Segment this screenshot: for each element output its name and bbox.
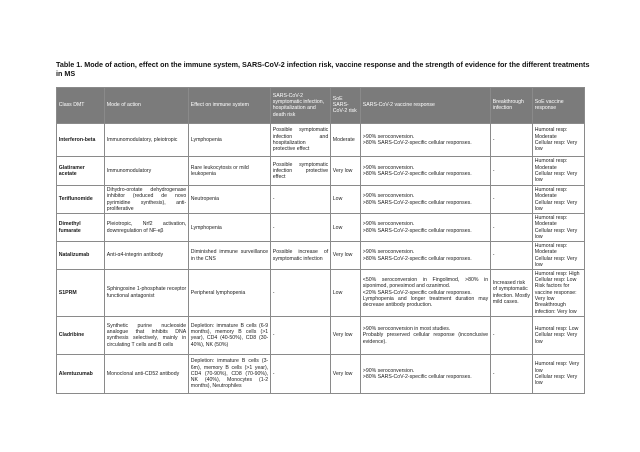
cell-effect: Diminished immune surveillance in the CNS: [189, 242, 271, 270]
cell-mode: Pleiotropic, Nrf2 activation, downregulation of NF-κβ: [105, 214, 189, 242]
cell-effect: Lymphopenia: [189, 214, 271, 242]
cell-effect: Depletion: immature B cells (6-9 months), memory B cells (>1 year), CD4 (40-50%), CD8 (30-40%), NK (50%): [189, 316, 271, 355]
cell-breakthrough: -: [491, 185, 533, 214]
vaccine-line: >90% seroconversion.: [362, 133, 415, 140]
vaccine-line: >90% seroconversion.: [362, 221, 415, 228]
cell-soe-risk: Moderate: [331, 123, 361, 157]
vaccine-line: >90% seroconversion in most studies.: [362, 325, 451, 332]
cell-mode: Monoclonal anti-CD52 antibody: [105, 355, 189, 394]
cell-risk: Possible increase of symptomatic infection: [271, 242, 331, 270]
vaccine-line: >90% seroconversion.: [362, 193, 415, 200]
soe-line: Breakthrough infection: Very low: [534, 302, 577, 315]
soe-line: Humoral resp: Moderate: [534, 242, 568, 256]
cell-mode: Sphingosine 1-phosphate receptor functional antagonist: [105, 269, 189, 316]
cell-soe-risk: Very low: [331, 242, 361, 270]
header-class-dmt: Class DMT: [57, 88, 105, 124]
cell-soe-vaccine: [533, 123, 585, 157]
vaccine-line: <50% seroconversion in Fingolimod, >80% in siponimod, ponesimod and ozanimod.: [362, 277, 489, 290]
cell-risk: -: [271, 355, 331, 394]
cell-effect: Neutropenia: [189, 185, 271, 214]
cell-class: Cladribine: [57, 316, 105, 355]
cell-risk: -: [271, 316, 331, 355]
table-row: [57, 214, 585, 242]
soe-line: Humoral resp: Moderate: [534, 158, 568, 171]
cell-mode: Synthetic purine nucleoside analogue that inhibits DNA synthesis selectively, mainly in circulating T cells and B cells: [105, 316, 189, 355]
cell-mode: Dihydro-orotate dehydrogenase inhibitor (reduced de novo pyrimidine synthesis), anti-proliferative: [105, 185, 189, 214]
soe-line: Cellular resp: Very low: [534, 170, 578, 184]
cell-class: Glatiramer acetate: [57, 157, 105, 186]
cell-vaccine: [361, 269, 491, 316]
soe-line: Cellular resp: Very low: [534, 227, 578, 241]
header-row: [57, 88, 585, 124]
table-row: [57, 185, 585, 214]
cell-breakthrough: -: [491, 355, 533, 394]
cell-soe-risk: Low: [331, 214, 361, 242]
vaccine-line: >80% SARS-CoV-2-specific cellular responses.: [362, 374, 472, 380]
cell-effect: Rare leukocytosis or mild leukopenia: [189, 157, 271, 186]
cell-soe-risk: Very low: [331, 316, 361, 355]
cell-soe-risk: Low: [331, 269, 361, 316]
cell-risk: Possible symptomatic infection protective effect: [271, 157, 331, 186]
vaccine-line: >80% SARS-CoV-2-specific cellular responses.: [362, 227, 472, 234]
cell-class: Natalizumab: [57, 242, 105, 270]
header-breakthrough: Breakthrough infection: [491, 88, 533, 124]
vaccine-line: Lymphopenia and longer treatment duration may decrease antibody production.: [362, 295, 489, 309]
soe-line: Cellular resp: Very low: [534, 199, 578, 212]
cell-mode: Immunomodulatory: [105, 157, 189, 186]
cell-breakthrough: -: [491, 123, 533, 157]
header-vaccine-response: SARS-CoV-2 vaccine response: [361, 88, 491, 124]
cell-risk: Possible symptomatic infection and hospitalization protective effect: [271, 123, 331, 157]
header-mode-of-action: Mode of action: [105, 88, 189, 124]
soe-line: Risk factors for vaccine response: Very low: [534, 283, 577, 302]
table-row: [57, 123, 585, 157]
cell-breakthrough: -: [491, 242, 533, 270]
cell-soe-risk: Very low: [331, 355, 361, 394]
header-infection-risk: SARS-CoV-2 symptomatic infection, hospitalization and death risk: [271, 88, 331, 124]
cell-breakthrough: -: [491, 316, 533, 355]
soe-line: Humoral resp: Moderate: [534, 186, 568, 200]
cell-vaccine: [361, 157, 491, 186]
vaccine-line: >90% seroconversion.: [362, 164, 415, 171]
cell-risk: -: [271, 185, 331, 214]
vaccine-line: >80% SARS-CoV-2-specific cellular responses.: [362, 199, 472, 206]
soe-line: Cellular resp: Low: [534, 277, 577, 284]
vaccine-line: >80% SARS-CoV-2-specific cellular responses.: [362, 170, 472, 177]
header-effect-immune: Effect on immune system: [189, 88, 271, 124]
soe-line: Cellular resp: Very low: [534, 255, 578, 268]
cell-breakthrough: Increased risk of symptomatic infection. Mostly mild cases.: [491, 269, 533, 316]
table-row: [57, 242, 585, 270]
header-soe-vaccine: SoE vaccine response: [533, 88, 585, 124]
cell-vaccine: [361, 316, 491, 355]
cell-class: S1PRM: [57, 269, 105, 316]
cell-soe-vaccine: [533, 157, 585, 186]
table-row: [57, 157, 585, 186]
soe-line: Humoral resp: Very low: [534, 361, 580, 374]
cell-vaccine: [361, 355, 491, 394]
soe-line: Humoral resp: Low: [534, 325, 579, 332]
cell-effect: Depletion: immature B cells (3-6m), memory B cells (>1 year), CD4 (70-90%), CD8 (70-90%), NK (40%), Monocytes (1-2 months), Neutrophiles: [189, 355, 271, 394]
cell-breakthrough: -: [491, 214, 533, 242]
cell-effect: Lymphopenia: [189, 123, 271, 157]
cell-soe-vaccine: [533, 242, 585, 270]
soe-line: Cellular resp: Very low: [534, 374, 578, 387]
vaccine-line: >90% seroconversion.: [362, 367, 415, 374]
cell-effect: Peripheral lymphopenia: [189, 269, 271, 316]
cell-vaccine: [361, 123, 491, 157]
vaccine-line: >90% seroconversion.: [362, 249, 415, 256]
header-soe-risk: SoE SARS-CoV-2 risk: [331, 88, 361, 124]
soe-line: Cellular resp: Very low: [534, 139, 578, 153]
cell-soe-vaccine: [533, 214, 585, 242]
dmt-table: [56, 87, 585, 394]
cell-soe-risk: Very low: [331, 157, 361, 186]
table-row: [57, 269, 585, 316]
vaccine-line: >80% SARS-CoV-2-specific cellular responses.: [362, 139, 472, 146]
cell-mode: Anti-α4-integrin antibody: [105, 242, 189, 270]
cell-vaccine: [361, 242, 491, 270]
cell-risk: -: [271, 269, 331, 316]
soe-line: Cellular resp: Very low: [534, 332, 578, 345]
soe-line: Humoral resp: Moderate: [534, 215, 568, 228]
table-caption: Table 1. Mode of action, effect on the immune system, SARS-CoV-2 infection risk, vaccine response and the strength of evidence for the different treatments in MS: [56, 60, 590, 78]
cell-soe-vaccine: [533, 355, 585, 394]
cell-class: Dimethyl fumarate: [57, 214, 105, 242]
vaccine-line: >80% SARS-CoV-2-specific cellular responses.: [362, 255, 472, 262]
cell-soe-risk: Low: [331, 185, 361, 214]
vaccine-line: Probably preserved cellular response (inconclusive evidence).: [362, 332, 489, 345]
table-row: [57, 316, 585, 355]
cell-class: Interferon-beta: [57, 123, 105, 157]
cell-soe-vaccine: [533, 269, 585, 316]
cell-class: Teriflunomide: [57, 185, 105, 214]
cell-vaccine: [361, 185, 491, 214]
vaccine-line: <20% SARS-CoV-2-specific cellular responses.: [362, 289, 472, 296]
table-row: [57, 355, 585, 394]
cell-risk: -: [271, 214, 331, 242]
cell-breakthrough: -: [491, 157, 533, 186]
cell-mode: Immunomodulatory, pleiotropic: [105, 123, 189, 157]
cell-soe-vaccine: [533, 185, 585, 214]
soe-line: Humoral resp: Moderate: [534, 127, 568, 140]
soe-line: Humoral resp: High: [534, 270, 580, 277]
cell-class: Alemtuzumab: [57, 355, 105, 394]
cell-soe-vaccine: [533, 316, 585, 355]
cell-vaccine: [361, 214, 491, 242]
